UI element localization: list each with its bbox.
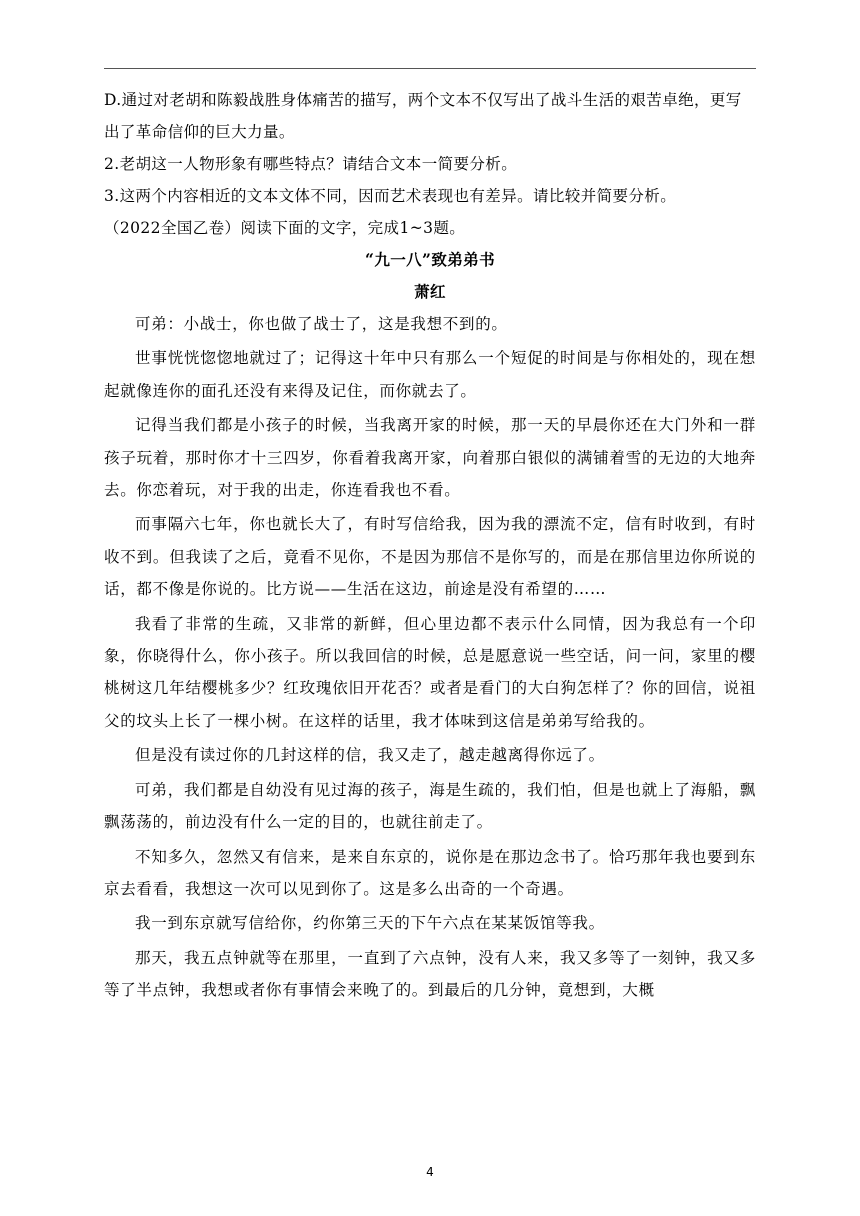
page-number: 4 bbox=[426, 1165, 434, 1179]
article-paragraph: 记得当我们都是小孩子的时候，当我离开家的时候，那一天的早晨你还在大门外和一群孩子玩着，那时你才十三四岁，你看着我离开家，向着那白银似的满铺着雪的无边的大地奔去。你恋着玩，对于我的出走，你连看我也不看。 bbox=[104, 416, 756, 500]
article-title: “九一八”致弟弟书 bbox=[365, 250, 495, 269]
option-d: D.通过对老胡和陈毅战胜身体痛苦的描写，两个文本不仅写出了战斗生活的艰苦卓绝，更写出了革命信仰的巨大力量。 bbox=[104, 91, 742, 141]
question-2: 2.老胡这一人物形象有哪些特点？请结合文本一简要分析。 bbox=[104, 155, 518, 173]
reading-instruction: （2022全国乙卷）阅读下面的文字，完成1~3题。 bbox=[104, 219, 466, 237]
article-paragraph: 我一到东京就写信给你，约你第三天的下午六点在某某饭馆等我。 bbox=[135, 914, 605, 933]
article-paragraph: 那天，我五点钟就等在那里，一直到了六点钟，没有人来，我又多等了一刻钟，我又多等了半点钟，我想或者你有事情会来晚了的。到最后的几分钟，竟想到，大概 bbox=[104, 948, 756, 1000]
article-paragraph: 不知多久，忽然又有信来，是来自东京的，说你是在那边念书了。恰巧那年我也要到东京去看看，我想这一次可以见到你了。这是多么出奇的一个奇遇。 bbox=[104, 847, 756, 898]
article-paragraph: 可弟：小战士，你也做了战士了，这是我想不到的。 bbox=[135, 315, 508, 333]
article-paragraph: 而事隔六七年，你也就长大了，有时写信给我，因为我的漂流不定，信有时收到，有时收不到。但我读了之后，竟看不见你，不是因为那信不是你写的，而是在那信里边你所说的话，都不像是你说的。比方说——生活在这边，前途是没有希望的…… bbox=[104, 515, 756, 599]
article-paragraph: 世事恍恍惚惚地就过了；记得这十年中只有那么一个短促的时间是与你相处的，现在想起就像连你的面孔还没有来得及记住，而你就去了。 bbox=[104, 349, 756, 400]
article-paragraph: 但是没有读过你的几封这样的信，我又走了，越走越离得你远了。 bbox=[135, 746, 605, 765]
article-author: 萧红 bbox=[414, 282, 446, 301]
question-block bbox=[104, 84, 756, 244]
article-paragraph: 我看了非常的生疏，又非常的新鲜，但心里边都不表示什么同情，因为我总有一个印象，你晓得什么，你小孩子。所以我回信的时候，总是愿意说一些空话，问一问，家里的樱桃树这几年结樱桃多少？红玫瑰依旧开花否？或者是看门的大白狗怎样了？你的回信，说祖父的坟头上长了一棵小树。在这样的话里，我才体味到这信是弟弟写给我的。 bbox=[104, 614, 756, 730]
article-paragraph: 可弟，我们都是自幼没有见过海的孩子，海是生疏的，我们怕，但是也就上了海船，飘飘荡荡的，前边没有什么一定的目的，也就往前走了。 bbox=[104, 780, 756, 832]
header-rule bbox=[104, 68, 756, 69]
article-body bbox=[104, 308, 756, 1007]
question-3: 3.这两个内容相近的文本文体不同，因而艺术表现也有差异。请比较并简要分析。 bbox=[104, 187, 677, 205]
page-content bbox=[104, 84, 756, 1009]
